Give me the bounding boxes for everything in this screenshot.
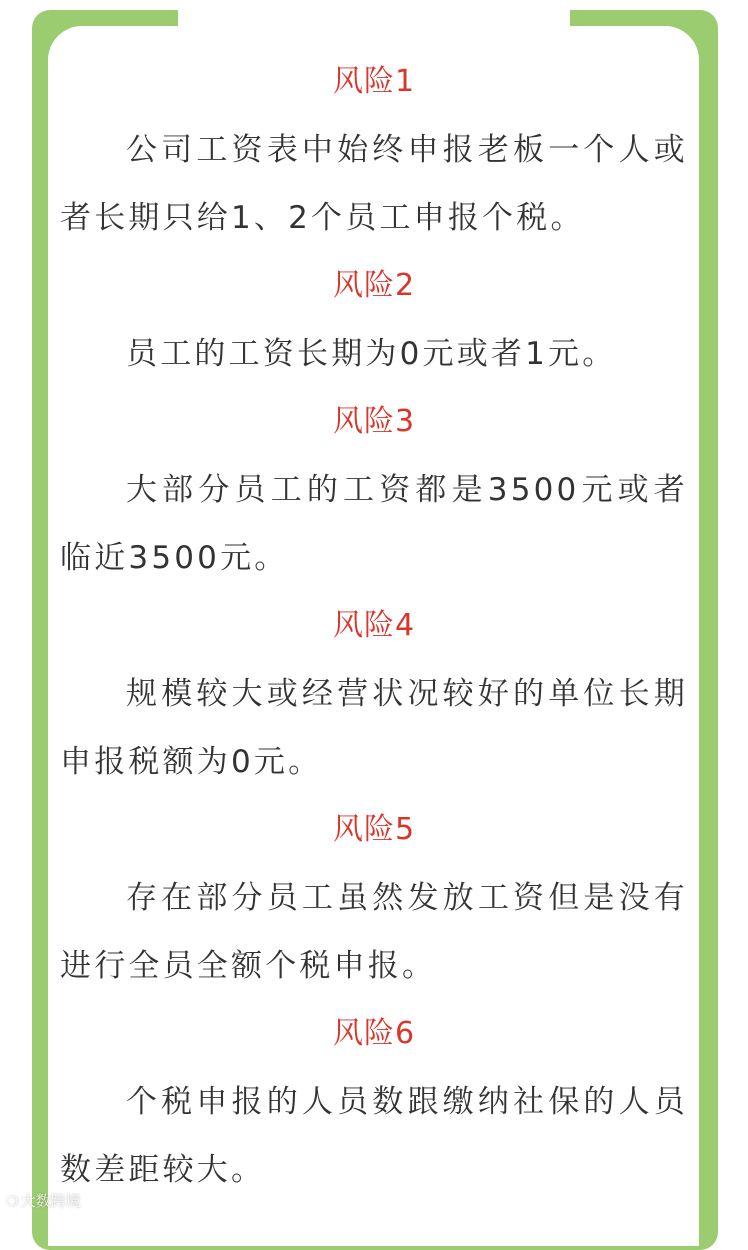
risk-3-text: 大部分员工的工资都是3500元或者临近3500元。: [60, 472, 688, 576]
risk-3-title: 风险3: [332, 404, 416, 439]
watermark-text: 大数跨境: [20, 1192, 81, 1210]
weibo-icon: ❍: [6, 1194, 19, 1210]
risk-5-title: 风险5: [332, 812, 416, 847]
risk-4-title: 风险4: [332, 608, 416, 643]
risk-4-text: 规模较大或经营状况较好的单位长期申报税额为0元。: [60, 676, 688, 780]
watermark: [6, 1190, 81, 1211]
risk-5-text: 存在部分员工虽然发放工资但是没有进行全员全额个税申报。: [60, 880, 688, 984]
risk-6-text: 个税申报的人员数跟缴纳社保的人员数差距较大。: [60, 1084, 688, 1188]
risk-1-title: 风险1: [332, 64, 416, 99]
risk-2-text: 员工的工资长期为0元或者1元。: [126, 336, 617, 372]
risk-2-title: 风险2: [332, 268, 416, 303]
frame-top-notch: [178, 10, 570, 26]
risk-6-title: 风险6: [332, 1016, 416, 1051]
risk-1-text: 公司工资表中始终申报老板一个人或者长期只给1、2个员工申报个税。: [60, 132, 688, 236]
risk-list: [60, 48, 688, 1204]
